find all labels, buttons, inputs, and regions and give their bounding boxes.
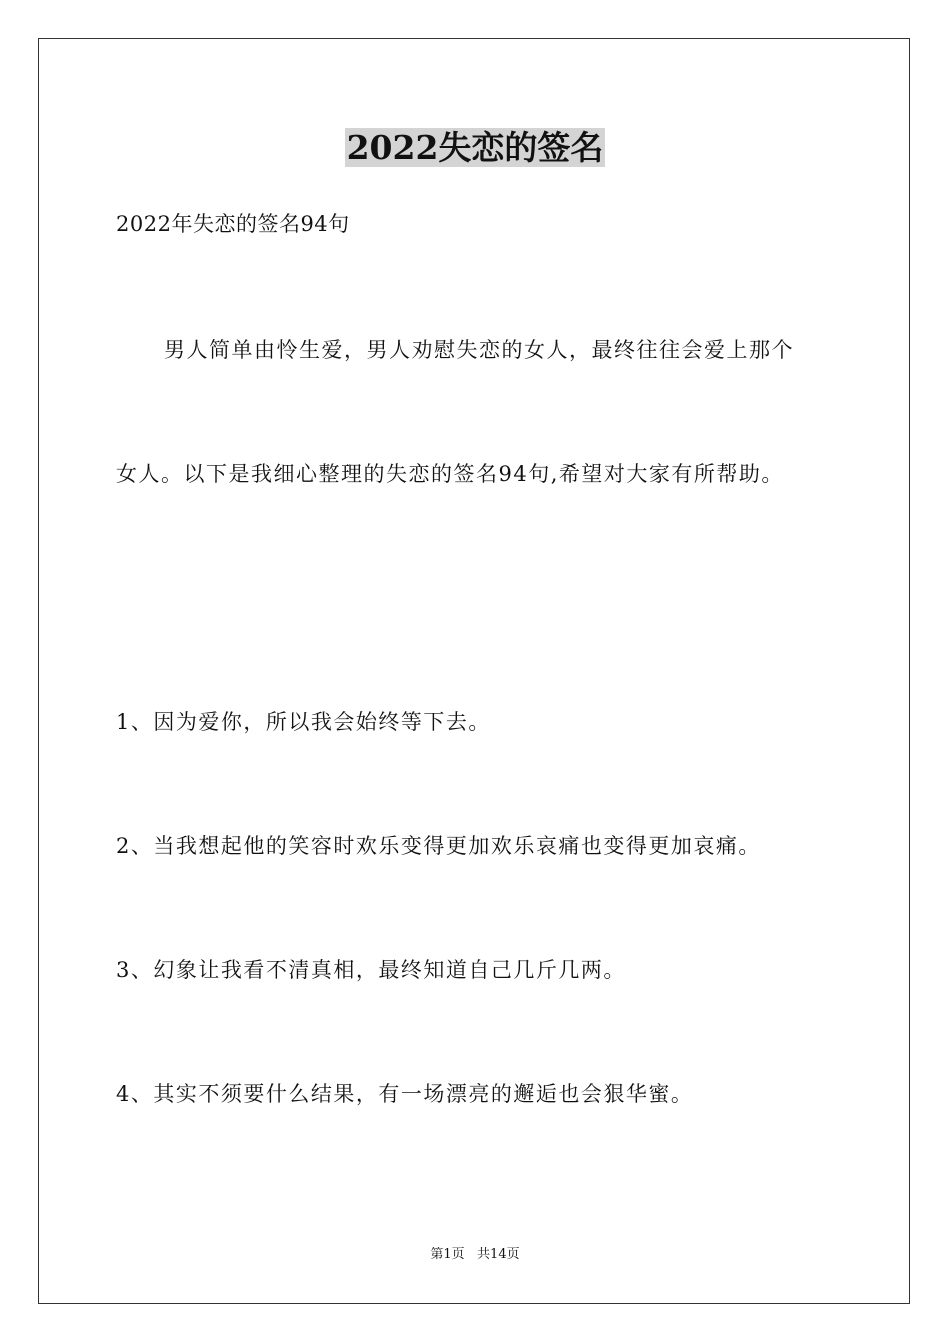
page-number-footer: 第1页 共14页	[430, 1247, 520, 1262]
list-item: 3、幻象让我看不清真相，最终知道自己几斤几两。	[116, 958, 626, 982]
list-item: 4、其实不须要什么结果，有一场漂亮的邂逅也会狠华蜜。	[116, 1082, 694, 1106]
intro-paragraph-line-2: 女人。以下是我细心整理的失恋的签名94句,希望对大家有所帮助。	[116, 462, 784, 486]
document-title	[0, 128, 950, 168]
intro-paragraph-line-1: 男人简单由怜生爱，男人劝慰失恋的女人，最终往往会爱上那个	[164, 338, 794, 362]
list-item: 2、当我想起他的笑容时欢乐变得更加欢乐哀痛也变得更加哀痛。	[116, 834, 761, 858]
document-title-text: 2022失恋的签名	[346, 128, 604, 167]
document-subtitle: 2022年失恋的签名94句	[116, 212, 350, 236]
list-item: 1、因为爱你，所以我会始终等下去。	[116, 710, 491, 734]
